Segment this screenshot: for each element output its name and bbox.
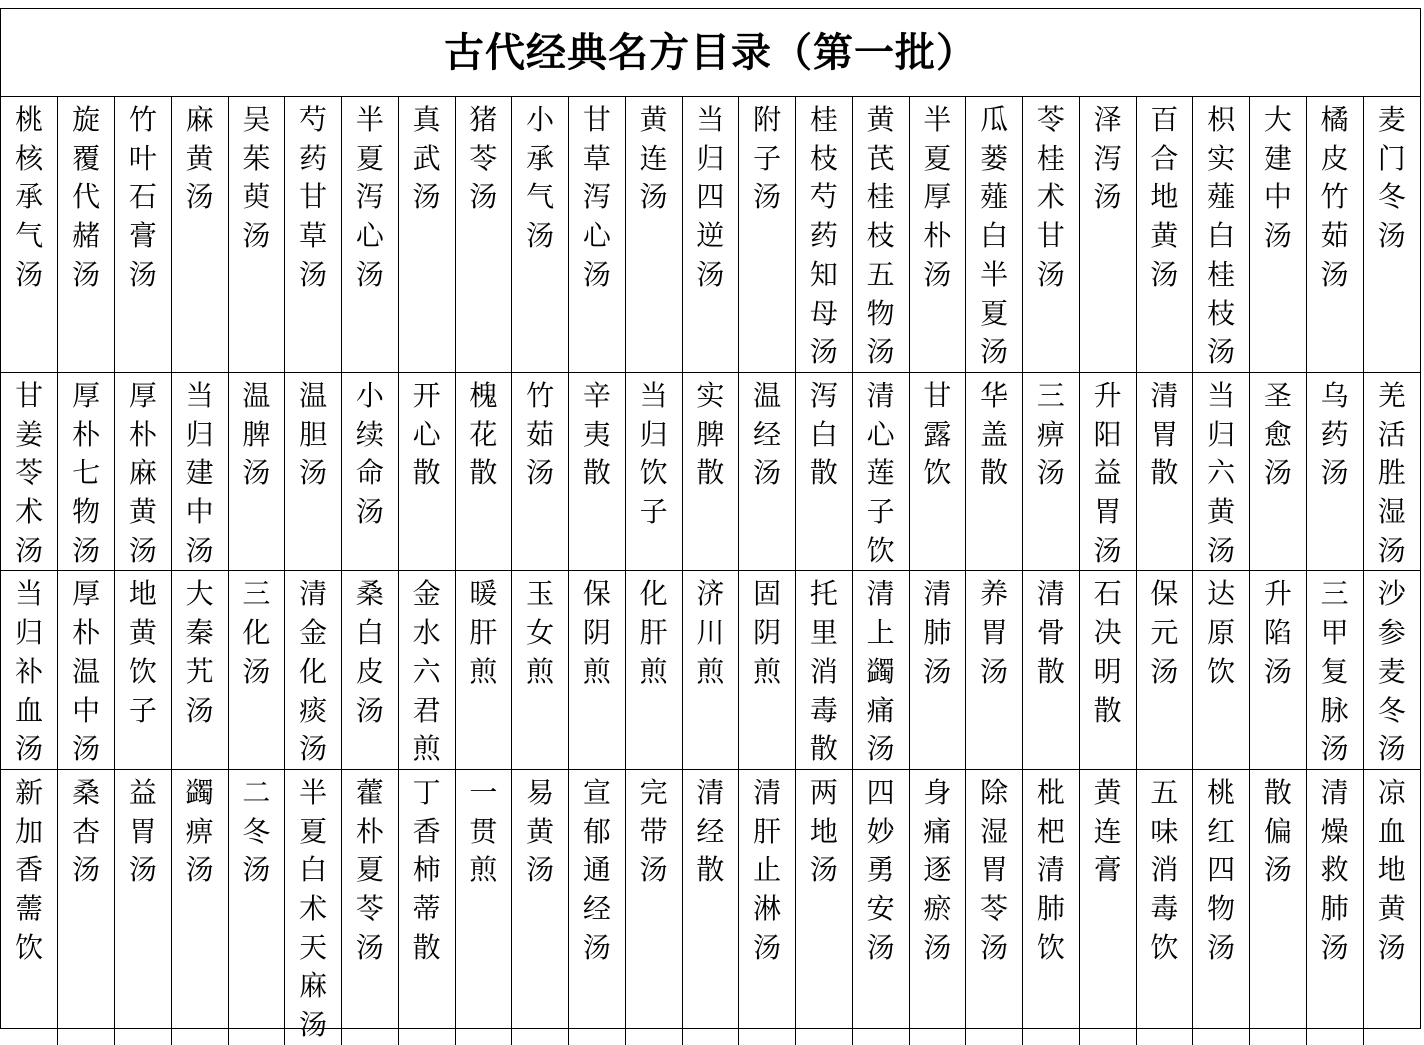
prescription-name: 当归六黄汤 <box>1207 378 1236 567</box>
prescription-cell <box>739 571 796 770</box>
prescription-name: 升陷汤 <box>1263 577 1292 688</box>
prescription-cell <box>909 97 966 372</box>
prescription-cell <box>58 372 115 571</box>
prescription-name: 槐花散 <box>469 378 498 490</box>
prescription-name: 两地汤 <box>809 775 838 887</box>
prescription-name: 半夏泻心汤 <box>355 103 384 291</box>
prescription-cell <box>1363 97 1420 372</box>
prescription-cell <box>682 571 739 770</box>
prescription-name: 沙参麦冬汤 <box>1377 577 1406 766</box>
prescription-cell <box>58 571 115 770</box>
prescription-name: 益胃汤 <box>128 775 157 887</box>
prescription-cell <box>285 97 342 372</box>
prescription-name: 吴茱萸汤 <box>242 103 271 253</box>
prescription-cell <box>1 769 58 1044</box>
prescription-cell <box>909 571 966 770</box>
prescription-name: 三痹汤 <box>1036 378 1065 490</box>
prescription-cell <box>1 372 58 571</box>
prescription-name: 清肺汤 <box>923 577 952 688</box>
prescription-cell <box>852 97 909 372</box>
prescription-cell <box>398 769 455 1044</box>
prescription-cell <box>1136 372 1193 571</box>
prescription-cell <box>285 571 342 770</box>
prescription-name: 桑白皮汤 <box>355 577 384 727</box>
prescription-cell <box>1079 571 1136 770</box>
prescription-name: 清肝止淋汤 <box>753 775 782 964</box>
prescription-cell <box>398 571 455 770</box>
prescription-cell <box>1306 571 1363 770</box>
prescription-name: 四妙勇安汤 <box>866 775 895 964</box>
prescription-cell <box>1 571 58 770</box>
prescription-table <box>1 97 1420 1045</box>
prescription-name: 羌活胜湿汤 <box>1377 378 1406 567</box>
prescription-name: 瓜蒌薤白半夏汤 <box>980 103 1009 369</box>
prescription-name: 易黄汤 <box>526 775 555 887</box>
prescription-name: 清经散 <box>696 775 725 887</box>
prescription-name: 竹茹汤 <box>526 378 555 490</box>
prescription-catalog-sheet <box>0 8 1421 1042</box>
prescription-name: 一贯煎 <box>469 775 498 887</box>
prescription-name: 化肝煎 <box>639 577 668 688</box>
prescription-name: 辛夷散 <box>582 378 611 490</box>
prescription-cell <box>1306 97 1363 372</box>
prescription-cell <box>682 97 739 372</box>
prescription-name: 清胃散 <box>1150 378 1179 490</box>
prescription-name: 猪苓汤 <box>469 103 498 214</box>
prescription-name: 芍药甘草汤 <box>299 103 328 291</box>
prescription-cell <box>1306 769 1363 1044</box>
prescription-cell <box>852 769 909 1044</box>
prescription-cell <box>682 372 739 571</box>
prescription-cell <box>1250 769 1307 1044</box>
prescription-name: 当归四逆汤 <box>696 103 725 291</box>
prescription-cell <box>512 372 569 571</box>
prescription-cell <box>1193 571 1250 770</box>
prescription-cell <box>455 571 512 770</box>
prescription-name: 小承气汤 <box>526 103 555 253</box>
prescription-name: 济川煎 <box>696 577 725 688</box>
prescription-name: 托里消毒散 <box>809 577 838 766</box>
prescription-cell <box>796 97 853 372</box>
prescription-name: 小续命汤 <box>355 378 384 529</box>
prescription-name: 凉血地黄汤 <box>1377 775 1406 964</box>
table-row <box>1 97 1420 372</box>
page-title: 古代经典名方目录（第一批） <box>1 9 1420 97</box>
prescription-name: 苓桂术甘汤 <box>1036 103 1065 291</box>
prescription-name: 达原饮 <box>1207 577 1236 688</box>
prescription-name: 五味消毒饮 <box>1150 775 1179 964</box>
prescription-name: 华盖散 <box>980 378 1009 490</box>
prescription-name: 三化汤 <box>242 577 271 688</box>
prescription-name: 百合地黄汤 <box>1150 103 1179 291</box>
prescription-cell <box>569 769 626 1044</box>
prescription-name: 麦门冬汤 <box>1377 103 1406 253</box>
prescription-cell <box>455 372 512 571</box>
prescription-cell <box>1023 97 1080 372</box>
prescription-cell <box>342 769 399 1044</box>
prescription-name: 厚朴温中汤 <box>72 577 101 766</box>
prescription-name: 当归饮子 <box>639 378 668 529</box>
prescription-cell <box>1023 571 1080 770</box>
prescription-name: 枳实薤白桂枝汤 <box>1207 103 1236 369</box>
prescription-name: 当归补血汤 <box>15 577 44 766</box>
prescription-name: 固阴煎 <box>753 577 782 688</box>
prescription-name: 桃红四物汤 <box>1207 775 1236 964</box>
prescription-name: 当归建中汤 <box>185 378 214 567</box>
prescription-name: 黄连膏 <box>1093 775 1122 887</box>
prescription-name: 玉女煎 <box>526 577 555 688</box>
prescription-name: 厚朴麻黄汤 <box>128 378 157 567</box>
prescription-name: 地黄饮子 <box>128 577 157 727</box>
prescription-cell <box>796 571 853 770</box>
prescription-name: 竹叶石膏汤 <box>128 103 157 291</box>
prescription-name: 宣郁通经汤 <box>582 775 611 964</box>
prescription-name: 开心散 <box>412 378 441 490</box>
prescription-name: 实脾散 <box>696 378 725 490</box>
prescription-name: 厚朴七物汤 <box>72 378 101 567</box>
prescription-name: 二冬汤 <box>242 775 271 887</box>
prescription-cell <box>966 571 1023 770</box>
prescription-name: 真武汤 <box>412 103 441 214</box>
prescription-name: 麻黄汤 <box>185 103 214 214</box>
prescription-name: 大建中汤 <box>1263 103 1292 253</box>
prescription-name: 散偏汤 <box>1263 775 1292 887</box>
prescription-name: 乌药汤 <box>1320 378 1349 490</box>
prescription-name: 半夏白术天麻汤 <box>299 775 328 1042</box>
prescription-cell <box>342 571 399 770</box>
table-row <box>1 372 1420 571</box>
prescription-cell <box>1136 97 1193 372</box>
prescription-cell <box>739 372 796 571</box>
prescription-cell <box>1306 372 1363 571</box>
prescription-name: 除湿胃苓汤 <box>980 775 1009 964</box>
prescription-name: 清燥救肺汤 <box>1320 775 1349 964</box>
prescription-cell <box>739 97 796 372</box>
prescription-cell <box>1193 769 1250 1044</box>
prescription-name: 蠲痹汤 <box>185 775 214 887</box>
prescription-name: 桃核承气汤 <box>15 103 44 291</box>
prescription-name: 清骨散 <box>1036 577 1065 688</box>
prescription-cell <box>171 571 228 770</box>
prescription-cell <box>58 769 115 1044</box>
prescription-cell <box>58 97 115 372</box>
prescription-cell <box>115 769 172 1044</box>
table-row <box>1 571 1420 770</box>
prescription-cell <box>1363 769 1420 1044</box>
prescription-cell <box>1363 571 1420 770</box>
prescription-name: 温胆汤 <box>299 378 328 490</box>
prescription-cell <box>1079 97 1136 372</box>
prescription-cell <box>342 97 399 372</box>
prescription-name: 暖肝煎 <box>469 577 498 688</box>
prescription-cell <box>1363 372 1420 571</box>
prescription-name: 清金化痰汤 <box>299 577 328 766</box>
prescription-name: 甘露饮 <box>923 378 952 490</box>
prescription-cell <box>569 571 626 770</box>
prescription-cell <box>512 97 569 372</box>
prescription-cell <box>852 571 909 770</box>
prescription-cell <box>115 97 172 372</box>
prescription-name: 黄芪桂枝五物汤 <box>866 103 895 369</box>
prescription-cell <box>1 97 58 372</box>
table-row <box>1 769 1420 1044</box>
prescription-cell <box>739 769 796 1044</box>
prescription-cell <box>455 769 512 1044</box>
prescription-cell <box>171 769 228 1044</box>
prescription-cell <box>171 372 228 571</box>
prescription-cell <box>966 97 1023 372</box>
prescription-cell <box>1250 97 1307 372</box>
prescription-cell <box>285 769 342 1044</box>
prescription-name: 三甲复脉汤 <box>1320 577 1349 766</box>
prescription-cell <box>625 769 682 1044</box>
prescription-cell <box>852 372 909 571</box>
prescription-cell <box>1079 372 1136 571</box>
prescription-name: 完带汤 <box>639 775 668 887</box>
prescription-name: 保元汤 <box>1150 577 1179 688</box>
prescription-cell <box>342 372 399 571</box>
prescription-name: 枇杷清肺饮 <box>1036 775 1065 964</box>
prescription-cell <box>909 769 966 1044</box>
prescription-cell <box>1193 372 1250 571</box>
prescription-cell <box>1193 97 1250 372</box>
prescription-name: 桂枝芍药知母汤 <box>809 103 838 369</box>
prescription-cell <box>1023 372 1080 571</box>
prescription-cell <box>512 571 569 770</box>
prescription-cell <box>1136 571 1193 770</box>
prescription-name: 桑杏汤 <box>72 775 101 887</box>
prescription-cell <box>285 372 342 571</box>
prescription-name: 新加香薷饮 <box>15 775 44 964</box>
prescription-name: 黄连汤 <box>639 103 668 214</box>
prescription-cell <box>1136 769 1193 1044</box>
prescription-cell <box>796 372 853 571</box>
prescription-name: 泻白散 <box>809 378 838 490</box>
prescription-cell <box>796 769 853 1044</box>
prescription-cell <box>228 372 285 571</box>
prescription-cell <box>228 769 285 1044</box>
prescription-cell <box>625 372 682 571</box>
prescription-name: 养胃汤 <box>980 577 1009 688</box>
prescription-cell <box>909 372 966 571</box>
prescription-cell <box>228 97 285 372</box>
prescription-name: 附子汤 <box>753 103 782 214</box>
prescription-cell <box>1079 769 1136 1044</box>
prescription-name: 大秦艽汤 <box>185 577 214 727</box>
prescription-name: 保阴煎 <box>582 577 611 688</box>
prescription-name: 金水六君煎 <box>412 577 441 766</box>
prescription-cell <box>398 97 455 372</box>
prescription-cell <box>625 97 682 372</box>
prescription-name: 圣愈汤 <box>1263 378 1292 490</box>
prescription-cell <box>398 372 455 571</box>
prescription-cell <box>1023 769 1080 1044</box>
prescription-cell <box>966 372 1023 571</box>
prescription-name: 甘草泻心汤 <box>582 103 611 291</box>
prescription-cell <box>569 372 626 571</box>
prescription-cell <box>569 97 626 372</box>
prescription-name: 石决明散 <box>1093 577 1122 727</box>
prescription-cell <box>966 769 1023 1044</box>
prescription-name: 旋覆代赭汤 <box>72 103 101 291</box>
prescription-name: 身痛逐瘀汤 <box>923 775 952 964</box>
prescription-name: 半夏厚朴汤 <box>923 103 952 291</box>
prescription-name: 清心莲子饮 <box>866 378 895 567</box>
prescription-name: 温脾汤 <box>242 378 271 490</box>
prescription-name: 藿朴夏苓汤 <box>355 775 384 964</box>
prescription-cell <box>512 769 569 1044</box>
prescription-name: 丁香柿蒂散 <box>412 775 441 964</box>
prescription-name: 泽泻汤 <box>1093 103 1122 214</box>
prescription-name: 温经汤 <box>753 378 782 490</box>
prescription-cell <box>455 97 512 372</box>
prescription-name: 清上蠲痛汤 <box>866 577 895 766</box>
prescription-cell <box>115 571 172 770</box>
prescription-name: 甘姜苓术汤 <box>15 378 44 567</box>
prescription-cell <box>1250 372 1307 571</box>
prescription-cell <box>228 571 285 770</box>
prescription-name: 橘皮竹茹汤 <box>1320 103 1349 291</box>
prescription-cell <box>115 372 172 571</box>
prescription-cell <box>171 97 228 372</box>
prescription-cell <box>625 571 682 770</box>
prescription-cell <box>1250 571 1307 770</box>
prescription-cell <box>682 769 739 1044</box>
prescription-name: 升阳益胃汤 <box>1093 378 1122 567</box>
